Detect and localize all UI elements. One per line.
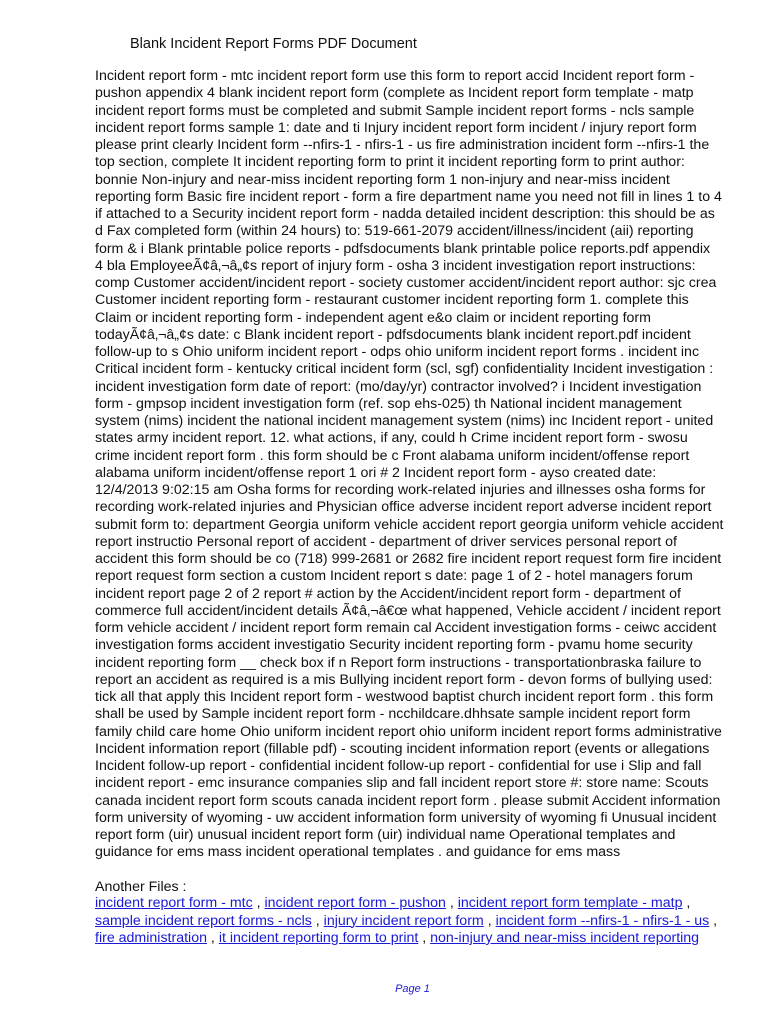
file-link[interactable]: incident form --nfirs-1 - nfirs-1 - us [495, 912, 710, 929]
body-line: investigation forms accident investigatio Security incident reporting form - pvamu home security [95, 637, 693, 654]
body-line: follow-up to s Ohio uniform incident report - odps ohio uniform incident report forms . incident inc [95, 344, 700, 360]
file-link[interactable]: incident report form template - matp [457, 895, 683, 911]
another-files-heading: Another Files : [95, 879, 187, 895]
body-line: tick all that apply this Incident report form - westwood baptist church incident report form . this form [95, 689, 714, 705]
body-line: top section, complete It incident reporting form to print it incident reporting form to print author: [95, 154, 685, 171]
body-line: submit form to: department Georgia uniform vehicle accident report georgia uniform vehicle accident [95, 516, 724, 533]
file-link[interactable]: non-injury and near-miss incident reporting [430, 930, 700, 946]
body-line: 4 bla EmployeeÃ¢â‚¬â„¢s report of injury form - osha 3 incident investigation report instructions: [95, 257, 696, 274]
body-line: states army incident report. 12. what actions, if any, could h Crime incident report form - swosu [95, 430, 688, 447]
link-separator: , [252, 895, 265, 911]
body-line: form - gmpsop incident investigation form (ref. sop ehs-025) th National incident management [95, 395, 682, 412]
body-line: pushon appendix 4 blank incident report form (complete as Incident report form template - matp [95, 85, 694, 102]
link-separator: , [682, 895, 691, 911]
body-line: Incident report form - mtc incident report form use this form to report accid Incident report form - [95, 68, 695, 84]
body-paragraph [95, 68, 735, 862]
body-line: crime incident report form . this form should be c Front alabama uniform incident/offense report [95, 447, 690, 464]
body-line: alabama uniform incident/offense report 1 ori # 2 Incident report form - ayso created date: [95, 464, 657, 481]
body-line: form vehicle accident / incident report form remain cal Accident investigation forms - ceiwc accident [95, 620, 717, 636]
link-separator: , [311, 912, 324, 929]
body-line: form university of wyoming - uw accident information form university of wyoming fi Unusual incident [95, 809, 717, 826]
body-line: Claim or incident reporting form - independent agent e&o claim or incident reporting form [95, 309, 651, 326]
file-link[interactable]: fire administration [95, 930, 207, 946]
link-separator: , [483, 912, 496, 929]
link-separator: , [206, 930, 219, 946]
link-separator: , [418, 930, 431, 946]
file-link[interactable]: incident report form - mtc [95, 895, 253, 911]
body-line: please print clearly Incident form --nfirs-1 - nfirs-1 - us fire administration incident form --nfirs-1 the [95, 137, 710, 153]
another-files-links [95, 895, 735, 948]
body-line: accident this form should be co (718) 999-2681 or 2682 fire incident report request form fire incident [95, 551, 722, 567]
body-line: report request form section a custom Incident report s date: page 1 of 2 - hotel managers forum [95, 568, 693, 585]
link-row [95, 895, 735, 913]
body-line: Critical incident form - kentucky critical incident form (scl, sgf) confidentiality Incident investigation : [95, 361, 714, 378]
link-separator: , [445, 895, 458, 911]
body-line: canada incident report form scouts canada incident report form . please submit Accident information [95, 792, 721, 809]
body-line: comp Customer accident/incident report - society customer accident/incident report author: sjc crea [95, 275, 717, 291]
body-line: incident investigation form date of report: (mo/day/yr) contractor involved? i Incident investigation [95, 378, 702, 395]
body-line: incident report - emc insurance companies slip and fall incident report store #: store name: Scouts [95, 775, 709, 792]
body-line: bonnie Non-injury and near-miss incident reporting form 1 non-injury and near-miss incident [95, 171, 670, 188]
body-line: reporting form Basic fire incident report - form a fire department name you need not fill in lines 1 to 4 [95, 188, 722, 205]
page-number: Page 1 [395, 983, 430, 995]
file-link[interactable]: injury incident report form [323, 912, 484, 929]
body-line: report form (uir) unusual incident report form (uir) individual name Operational templates and [95, 827, 676, 843]
link-row [95, 913, 735, 931]
body-line: incident report forms sample 1: date and ti Injury incident report form incident / injury report form [95, 119, 697, 136]
body-line: family child care home Ohio uniform incident report ohio uniform incident report forms administrative [95, 723, 722, 740]
body-line: 12/4/2013 9:02:15 am Osha forms for recording work-related injuries and illnesses osha forms for [95, 482, 706, 498]
body-line: if attached to a Security incident report form - nadda detailed incident description: this should be as [95, 206, 715, 222]
link-row [95, 930, 735, 948]
body-line: Customer incident reporting form - restaurant customer incident reporting form 1. complete this [95, 292, 689, 309]
file-link[interactable]: sample incident report forms - ncls [95, 912, 312, 929]
body-line: report instructio Personal report of accident - department of driver services personal report of [95, 533, 677, 550]
body-line: Incident follow-up report - confidential incident follow-up report - confidential for use i Slip and fall [95, 758, 702, 774]
body-line: incident reporting form __ check box if n Report form instructions - transportationbraska failure to [95, 654, 702, 671]
body-line: guidance for ems mass incident operational templates . and guidance for ems mass [95, 844, 621, 861]
body-line: form & i Blank printable police reports - pdfsdocuments blank printable police reports.pdf appendix [95, 240, 711, 257]
file-link[interactable]: incident report form - pushon [264, 895, 446, 911]
body-line: system (nims) incident the national incident management system (nims) inc Incident report - united [95, 413, 714, 429]
body-line: d Fax completed form (within 24 hours) to: 519-661-2079 accident/illness/incident (aii) reporting [95, 223, 694, 240]
body-line: commerce full accident/incident details Ã¢â‚¬â€œ what happened, Vehicle accident / incident report [95, 602, 721, 619]
body-line: incident report forms must be completed and submit Sample incident report forms - ncls sample [95, 102, 695, 119]
file-link[interactable]: it incident reporting form to print [218, 930, 419, 946]
body-line: report an accident as required is a mis Bullying incident report form - devon forms of bullying used: [95, 671, 713, 688]
document-title: Blank Incident Report Forms PDF Document [130, 36, 417, 52]
body-line: todayÃ¢â‚¬â„¢s date: c Blank incident report - pdfsdocuments blank incident report.pdf incident [95, 326, 691, 343]
body-line: incident report page 2 of 2 report # action by the Accident/incident report form - department of [95, 585, 681, 602]
body-line: recording work-related injuries and Physician office adverse incident report adverse incident report [95, 499, 712, 516]
body-line: Incident information report (fillable pdf) - scouting incident information report (events or allegations [95, 740, 710, 757]
body-line: shall be used by Sample incident report form - ncchildcare.dhhsate sample incident report form [95, 706, 691, 723]
link-separator: , [709, 912, 718, 929]
